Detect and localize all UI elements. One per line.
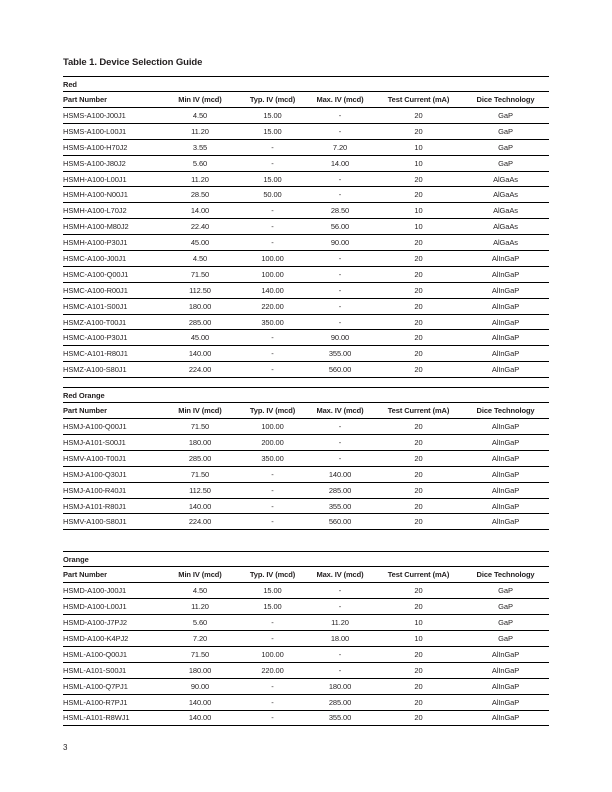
value-cell: 100.00: [240, 419, 305, 435]
value-cell: GaP: [462, 615, 549, 631]
part-number-cell: HSMJ-A101-S00J1: [63, 435, 160, 451]
value-cell: 5.60: [160, 155, 240, 171]
value-cell: 20: [375, 435, 462, 451]
table-row: [63, 282, 549, 298]
value-cell: AlInGaP: [462, 362, 549, 378]
value-cell: 7.20: [160, 631, 240, 647]
value-cell: 15.00: [240, 171, 305, 187]
column-header-max-iv: Max. IV (mcd): [305, 403, 375, 419]
value-cell: GaP: [462, 631, 549, 647]
part-number-cell: HSML-A101-S00J1: [63, 662, 160, 678]
value-cell: -: [240, 362, 305, 378]
part-number-cell: HSMC-A100-R00J1: [63, 282, 160, 298]
table-row: [63, 314, 549, 330]
value-cell: GaP: [462, 139, 549, 155]
value-cell: 10: [375, 139, 462, 155]
part-number-cell: HSMZ-A100-T00J1: [63, 314, 160, 330]
value-cell: -: [305, 599, 375, 615]
part-number-cell: HSMH-A100-M80J2: [63, 219, 160, 235]
value-cell: -: [240, 514, 305, 530]
column-header-typ-iv: Typ. IV (mcd): [240, 92, 305, 108]
value-cell: 20: [375, 235, 462, 251]
category-row: [63, 552, 549, 567]
value-cell: 71.50: [160, 266, 240, 282]
part-number-cell: HSMC-A100-J00J1: [63, 251, 160, 267]
value-cell: AlInGaP: [462, 662, 549, 678]
part-number-cell: HSMH-A100-P30J1: [63, 235, 160, 251]
value-cell: 5.60: [160, 615, 240, 631]
value-cell: 220.00: [240, 662, 305, 678]
value-cell: 20: [375, 314, 462, 330]
value-cell: 10: [375, 219, 462, 235]
value-cell: -: [240, 678, 305, 694]
part-number-cell: HSMS-A100-H70J2: [63, 139, 160, 155]
value-cell: 10: [375, 155, 462, 171]
value-cell: 11.20: [160, 599, 240, 615]
value-cell: 20: [375, 450, 462, 466]
value-cell: -: [240, 139, 305, 155]
device-selection-table-red: [63, 76, 549, 378]
value-cell: 28.50: [160, 187, 240, 203]
value-cell: 14.00: [160, 203, 240, 219]
value-cell: 224.00: [160, 362, 240, 378]
value-cell: 71.50: [160, 646, 240, 662]
value-cell: 180.00: [160, 435, 240, 451]
table-row: [63, 662, 549, 678]
value-cell: 20: [375, 123, 462, 139]
value-cell: 15.00: [240, 583, 305, 599]
value-cell: 11.20: [160, 123, 240, 139]
column-header-part-number: Part Number: [63, 403, 160, 419]
value-cell: -: [240, 710, 305, 726]
part-number-cell: HSML-A101-R8WJ1: [63, 710, 160, 726]
column-header-dice-technology: Dice Technology: [462, 567, 549, 583]
part-number-cell: HSMH-A100-L00J1: [63, 171, 160, 187]
value-cell: 180.00: [305, 678, 375, 694]
value-cell: -: [240, 330, 305, 346]
part-number-cell: HSMC-A100-Q00J1: [63, 266, 160, 282]
part-number-cell: HSMC-A101-S00J1: [63, 298, 160, 314]
table-row: [63, 251, 549, 267]
table-row: [63, 139, 549, 155]
value-cell: 20: [375, 646, 462, 662]
table-row: [63, 155, 549, 171]
table-row: [63, 362, 549, 378]
value-cell: -: [305, 282, 375, 298]
header-row: [63, 403, 549, 419]
table-row: [63, 498, 549, 514]
value-cell: -: [305, 435, 375, 451]
column-header-min-iv: Min IV (mcd): [160, 403, 240, 419]
part-number-cell: HSMV-A100-T00J1: [63, 450, 160, 466]
value-cell: GaP: [462, 108, 549, 124]
value-cell: 20: [375, 282, 462, 298]
value-cell: AlInGaP: [462, 498, 549, 514]
value-cell: AlInGaP: [462, 298, 549, 314]
value-cell: 20: [375, 599, 462, 615]
part-number-cell: HSMD-A100-J00J1: [63, 583, 160, 599]
value-cell: AlInGaP: [462, 346, 549, 362]
value-cell: 3.55: [160, 139, 240, 155]
value-cell: AlInGaP: [462, 466, 549, 482]
value-cell: 10: [375, 615, 462, 631]
value-cell: 140.00: [160, 346, 240, 362]
column-header-part-number: Part Number: [63, 567, 160, 583]
part-number-cell: HSMZ-A100-S80J1: [63, 362, 160, 378]
column-header-min-iv: Min IV (mcd): [160, 567, 240, 583]
part-number-cell: HSMS-A100-J00J1: [63, 108, 160, 124]
value-cell: AlInGaP: [462, 710, 549, 726]
value-cell: GaP: [462, 123, 549, 139]
value-cell: 20: [375, 108, 462, 124]
part-number-cell: HSMC-A101-R80J1: [63, 346, 160, 362]
table-row: [63, 187, 549, 203]
table-row: [63, 219, 549, 235]
part-number-cell: HSMJ-A100-Q00J1: [63, 419, 160, 435]
value-cell: 350.00: [240, 450, 305, 466]
value-cell: 22.40: [160, 219, 240, 235]
value-cell: 20: [375, 419, 462, 435]
page-number: 3: [63, 743, 68, 752]
device-selection-table-orange: [63, 551, 549, 726]
column-header-min-iv: Min IV (mcd): [160, 92, 240, 108]
value-cell: 45.00: [160, 235, 240, 251]
column-header-typ-iv: Typ. IV (mcd): [240, 567, 305, 583]
value-cell: 350.00: [240, 314, 305, 330]
part-number-cell: HSMD-A100-J7PJ2: [63, 615, 160, 631]
table-row: [63, 466, 549, 482]
table-row: [63, 583, 549, 599]
value-cell: 355.00: [305, 710, 375, 726]
value-cell: 112.50: [160, 282, 240, 298]
part-number-cell: HSMS-A100-L00J1: [63, 123, 160, 139]
value-cell: 90.00: [305, 330, 375, 346]
value-cell: 20: [375, 583, 462, 599]
value-cell: -: [305, 419, 375, 435]
value-cell: 14.00: [305, 155, 375, 171]
value-cell: AlGaAs: [462, 203, 549, 219]
value-cell: GaP: [462, 599, 549, 615]
value-cell: AlInGaP: [462, 251, 549, 267]
value-cell: -: [305, 108, 375, 124]
value-cell: AlInGaP: [462, 482, 549, 498]
part-number-cell: HSMJ-A101-R80J1: [63, 498, 160, 514]
table-row: [63, 123, 549, 139]
value-cell: 560.00: [305, 514, 375, 530]
value-cell: AlInGaP: [462, 514, 549, 530]
value-cell: AlInGaP: [462, 266, 549, 282]
value-cell: 15.00: [240, 123, 305, 139]
value-cell: 90.00: [160, 678, 240, 694]
value-cell: -: [305, 450, 375, 466]
value-cell: AlInGaP: [462, 314, 549, 330]
value-cell: 20: [375, 362, 462, 378]
value-cell: 4.50: [160, 108, 240, 124]
value-cell: 100.00: [240, 266, 305, 282]
part-number-cell: HSMJ-A100-R40J1: [63, 482, 160, 498]
page-title: Table 1. Device Selection Guide: [63, 57, 203, 68]
part-number-cell: HSMH-A100-N00J1: [63, 187, 160, 203]
value-cell: 180.00: [160, 298, 240, 314]
value-cell: 100.00: [240, 251, 305, 267]
column-header-dice-technology: Dice Technology: [462, 92, 549, 108]
table-row: [63, 599, 549, 615]
table-row: [63, 419, 549, 435]
value-cell: -: [240, 498, 305, 514]
value-cell: 140.00: [305, 466, 375, 482]
value-cell: -: [240, 694, 305, 710]
value-cell: -: [240, 482, 305, 498]
category-label: Red: [63, 77, 549, 92]
value-cell: AlGaAs: [462, 219, 549, 235]
table-row: [63, 266, 549, 282]
value-cell: 560.00: [305, 362, 375, 378]
part-number-cell: HSMH-A100-L70J2: [63, 203, 160, 219]
value-cell: AlGaAs: [462, 171, 549, 187]
column-header-test-current: Test Current (mA): [375, 92, 462, 108]
value-cell: AlInGaP: [462, 435, 549, 451]
value-cell: 224.00: [160, 514, 240, 530]
value-cell: AlInGaP: [462, 450, 549, 466]
column-header-max-iv: Max. IV (mcd): [305, 92, 375, 108]
category-row: [63, 77, 549, 92]
value-cell: 20: [375, 466, 462, 482]
value-cell: 285.00: [305, 694, 375, 710]
value-cell: -: [240, 155, 305, 171]
table-row: [63, 108, 549, 124]
value-cell: -: [240, 466, 305, 482]
table-row: [63, 514, 549, 530]
value-cell: 10: [375, 631, 462, 647]
table-row: [63, 298, 549, 314]
table-row: [63, 631, 549, 647]
value-cell: 140.00: [160, 498, 240, 514]
value-cell: 20: [375, 251, 462, 267]
value-cell: -: [305, 646, 375, 662]
value-cell: 15.00: [240, 108, 305, 124]
value-cell: AlGaAs: [462, 235, 549, 251]
column-header-max-iv: Max. IV (mcd): [305, 567, 375, 583]
value-cell: 20: [375, 514, 462, 530]
column-header-part-number: Part Number: [63, 92, 160, 108]
part-number-cell: HSMV-A100-S80J1: [63, 514, 160, 530]
value-cell: 220.00: [240, 298, 305, 314]
value-cell: -: [305, 662, 375, 678]
value-cell: AlInGaP: [462, 330, 549, 346]
value-cell: 20: [375, 498, 462, 514]
value-cell: -: [240, 203, 305, 219]
value-cell: -: [240, 346, 305, 362]
value-cell: 20: [375, 266, 462, 282]
value-cell: -: [305, 298, 375, 314]
value-cell: 140.00: [240, 282, 305, 298]
value-cell: AlInGaP: [462, 694, 549, 710]
table-row: [63, 678, 549, 694]
value-cell: 20: [375, 482, 462, 498]
value-cell: 20: [375, 694, 462, 710]
value-cell: 20: [375, 346, 462, 362]
page-content: [63, 57, 549, 726]
table-row: [63, 615, 549, 631]
value-cell: -: [305, 251, 375, 267]
value-cell: 20: [375, 662, 462, 678]
value-cell: AlInGaP: [462, 678, 549, 694]
value-cell: 71.50: [160, 466, 240, 482]
part-number-cell: HSML-A100-Q00J1: [63, 646, 160, 662]
category-label: Orange: [63, 552, 549, 567]
table-row: [63, 346, 549, 362]
value-cell: 140.00: [160, 710, 240, 726]
table-row: [63, 482, 549, 498]
column-header-test-current: Test Current (mA): [375, 567, 462, 583]
value-cell: GaP: [462, 155, 549, 171]
value-cell: 285.00: [305, 482, 375, 498]
table-row: [63, 646, 549, 662]
value-cell: -: [240, 615, 305, 631]
value-cell: 200.00: [240, 435, 305, 451]
category-row: [63, 388, 549, 403]
value-cell: 100.00: [240, 646, 305, 662]
value-cell: 355.00: [305, 346, 375, 362]
value-cell: -: [240, 631, 305, 647]
value-cell: 18.00: [305, 631, 375, 647]
value-cell: 20: [375, 298, 462, 314]
column-header-typ-iv: Typ. IV (mcd): [240, 403, 305, 419]
value-cell: 180.00: [160, 662, 240, 678]
value-cell: 10: [375, 203, 462, 219]
category-label: Red Orange: [63, 388, 549, 403]
value-cell: 56.00: [305, 219, 375, 235]
header-row: [63, 92, 549, 108]
value-cell: 7.20: [305, 139, 375, 155]
value-cell: 28.50: [305, 203, 375, 219]
table-row: [63, 450, 549, 466]
table-row: [63, 235, 549, 251]
value-cell: 20: [375, 187, 462, 203]
table-row: [63, 694, 549, 710]
value-cell: 15.00: [240, 599, 305, 615]
value-cell: 50.00: [240, 187, 305, 203]
value-cell: -: [305, 123, 375, 139]
value-cell: AlInGaP: [462, 282, 549, 298]
value-cell: 45.00: [160, 330, 240, 346]
value-cell: 11.20: [160, 171, 240, 187]
part-number-cell: HSMC-A100-P30J1: [63, 330, 160, 346]
value-cell: 20: [375, 678, 462, 694]
value-cell: AlGaAs: [462, 187, 549, 203]
table-row: [63, 710, 549, 726]
value-cell: 20: [375, 710, 462, 726]
value-cell: 140.00: [160, 694, 240, 710]
value-cell: 4.50: [160, 251, 240, 267]
value-cell: -: [305, 266, 375, 282]
value-cell: -: [305, 171, 375, 187]
table-row: [63, 203, 549, 219]
value-cell: 112.50: [160, 482, 240, 498]
value-cell: 71.50: [160, 419, 240, 435]
header-row: [63, 567, 549, 583]
value-cell: 11.20: [305, 615, 375, 631]
value-cell: 4.50: [160, 583, 240, 599]
value-cell: -: [240, 219, 305, 235]
value-cell: 355.00: [305, 498, 375, 514]
part-number-cell: HSMS-A100-J80J2: [63, 155, 160, 171]
value-cell: AlInGaP: [462, 419, 549, 435]
part-number-cell: HSML-A100-Q7PJ1: [63, 678, 160, 694]
value-cell: -: [305, 187, 375, 203]
value-cell: 285.00: [160, 314, 240, 330]
part-number-cell: HSMJ-A100-Q30J1: [63, 466, 160, 482]
value-cell: AlInGaP: [462, 646, 549, 662]
value-cell: 20: [375, 330, 462, 346]
table-row: [63, 171, 549, 187]
part-number-cell: HSMD-A100-L00J1: [63, 599, 160, 615]
value-cell: -: [305, 314, 375, 330]
value-cell: -: [305, 583, 375, 599]
column-header-dice-technology: Dice Technology: [462, 403, 549, 419]
value-cell: 20: [375, 171, 462, 187]
table-row: [63, 435, 549, 451]
table-row: [63, 330, 549, 346]
part-number-cell: HSMD-A100-K4PJ2: [63, 631, 160, 647]
value-cell: -: [240, 235, 305, 251]
part-number-cell: HSML-A100-R7PJ1: [63, 694, 160, 710]
value-cell: GaP: [462, 583, 549, 599]
value-cell: 285.00: [160, 450, 240, 466]
column-header-test-current: Test Current (mA): [375, 403, 462, 419]
value-cell: 90.00: [305, 235, 375, 251]
device-selection-table-red-orange: [63, 387, 549, 530]
